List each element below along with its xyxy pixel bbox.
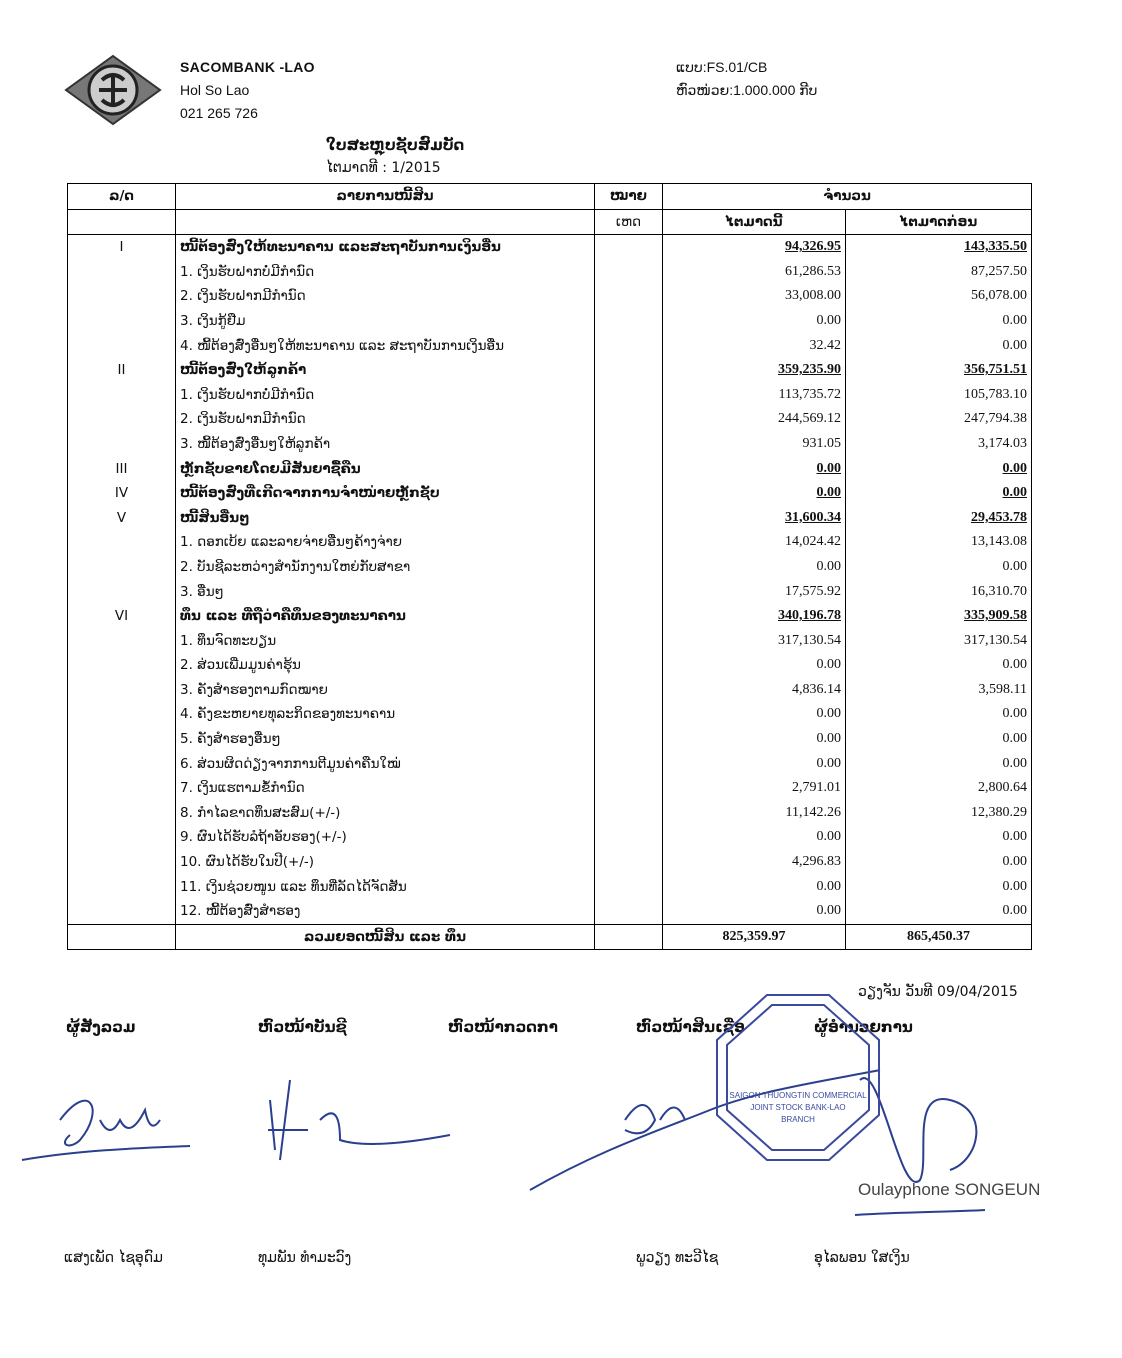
- row-code: IV: [68, 481, 176, 506]
- row-label: 2. ເງິນຮັບຝາກມີກຳນົດ: [176, 284, 595, 309]
- row-previous: 0.00: [846, 899, 1032, 924]
- row-note: [595, 358, 663, 383]
- row-code: III: [68, 457, 176, 482]
- row-note: [595, 506, 663, 531]
- table-row: [68, 457, 1032, 482]
- row-current: 0.00: [663, 752, 846, 777]
- row-previous: 0.00: [846, 850, 1032, 875]
- row-label: ໜີ້ຕ້ອງສົ່ງໃຫ້ລູກຄ້າ: [176, 358, 595, 383]
- row-note: [595, 432, 663, 457]
- row-current: 340,196.78: [663, 604, 846, 629]
- row-previous: 13,143.08: [846, 530, 1032, 555]
- row-code: [68, 875, 176, 900]
- header-current: ໄຕມາດນີ້: [663, 209, 846, 235]
- table-row: [68, 334, 1032, 359]
- row-previous: 0.00: [846, 457, 1032, 482]
- row-note: [595, 850, 663, 875]
- row-note: [595, 899, 663, 924]
- row-note: [595, 334, 663, 359]
- row-note: [595, 653, 663, 678]
- row-previous: 0.00: [846, 727, 1032, 752]
- director-signed-name: Oulayphone SONGEUN: [858, 1180, 1041, 1199]
- row-previous: 3,174.03: [846, 432, 1032, 457]
- row-code: [68, 555, 176, 580]
- table-row: [68, 284, 1032, 309]
- header-item: ລາຍການໜີ້ສິນ: [176, 184, 595, 210]
- row-previous: 0.00: [846, 875, 1032, 900]
- row-current: 0.00: [663, 481, 846, 506]
- table-row: [68, 875, 1032, 900]
- row-current: 61,286.53: [663, 260, 846, 285]
- row-previous: 0.00: [846, 334, 1032, 359]
- table-row: [68, 383, 1032, 408]
- row-code: [68, 284, 176, 309]
- row-previous: 12,380.29: [846, 801, 1032, 826]
- row-label: 10. ຜົນໄດ້ຮັບໃນປີ(+/-): [176, 850, 595, 875]
- table-row: [68, 358, 1032, 383]
- row-label: 1. ເງິນຮັບຝາກບໍ່ມີກຳນົດ: [176, 383, 595, 408]
- row-code: [68, 850, 176, 875]
- row-current: 14,024.42: [663, 530, 846, 555]
- row-note: [595, 678, 663, 703]
- row-label: 12. ໜີ້ຕ້ອງສົ່ງສຳຮອງ: [176, 899, 595, 924]
- table-row: [68, 702, 1032, 727]
- row-current: 317,130.54: [663, 629, 846, 654]
- branch-name: Hol So Lao: [180, 82, 250, 98]
- header-no: ລ/ດ: [68, 184, 176, 210]
- row-note: [595, 776, 663, 801]
- row-label: 3. ຄັງສຳຮອງຕາມກົດໝາຍ: [176, 678, 595, 703]
- row-previous: 29,453.78: [846, 506, 1032, 531]
- row-current: 0.00: [663, 727, 846, 752]
- row-label: 4. ຄັງຂະຫຍາຍທຸລະກິດຂອງທະນາຄານ: [176, 702, 595, 727]
- row-code: VI: [68, 604, 176, 629]
- row-current: 0.00: [663, 899, 846, 924]
- row-note: [595, 629, 663, 654]
- row-label: 2. ບັນຊີລະຫວ່າງສຳນັກງານໃຫຍ່ກັບສາຂາ: [176, 555, 595, 580]
- total-current: 825,359.97: [663, 924, 846, 950]
- row-current: 359,235.90: [663, 358, 846, 383]
- row-code: [68, 432, 176, 457]
- name-director: ອຸໄລພອນ ໃສເງິນ: [814, 1250, 910, 1266]
- row-previous: 0.00: [846, 555, 1032, 580]
- row-code: [68, 407, 176, 432]
- row-previous: 87,257.50: [846, 260, 1032, 285]
- table-row: [68, 407, 1032, 432]
- row-code: [68, 260, 176, 285]
- row-previous: 143,335.50: [846, 235, 1032, 260]
- row-label: ໜີ້ຕ້ອງສົ່ງໃຫ້ທະນາຄານ ແລະສະຖາບັນການເງິນອື່ນ: [176, 235, 595, 260]
- row-code: [68, 653, 176, 678]
- total-previous: 865,450.37: [846, 924, 1032, 950]
- row-note: [595, 752, 663, 777]
- name-compiler: ແສງເພັດ ໄຊອຸດົມ: [64, 1250, 163, 1266]
- role-head-audit: ຫົວໜ້າກວດກາ: [448, 1018, 558, 1036]
- row-current: 244,569.12: [663, 407, 846, 432]
- row-label: 4. ໜີ້ຕ້ອງສົ່ງອື່ນໆໃຫ້ທະນາຄານ ແລະ ສະຖາບັນການເງິນອື່ນ: [176, 334, 595, 359]
- table-row: [68, 801, 1032, 826]
- row-label: 11. ເງິນຊ່ວຍໜູນ ແລະ ທຶນທີ່ລັດໄດ້ຈັດສັນ: [176, 875, 595, 900]
- row-current: 4,296.83: [663, 850, 846, 875]
- row-current: 31,600.34: [663, 506, 846, 531]
- row-current: 4,836.14: [663, 678, 846, 703]
- row-code: [68, 752, 176, 777]
- row-code: II: [68, 358, 176, 383]
- row-current: 2,791.01: [663, 776, 846, 801]
- balance-sheet-table: [67, 183, 1032, 950]
- bank-logo: [64, 54, 162, 126]
- signatures: [0, 1040, 1122, 1240]
- role-director: ຜູ້ອຳນວຍການ: [814, 1018, 913, 1036]
- row-note: [595, 702, 663, 727]
- row-note: [595, 309, 663, 334]
- row-code: [68, 727, 176, 752]
- total-row: [68, 924, 1032, 950]
- row-current: 0.00: [663, 457, 846, 482]
- row-code: [68, 383, 176, 408]
- row-previous: 317,130.54: [846, 629, 1032, 654]
- total-label: ລວມຍອດໜີ້ສິນ ແລະ ທຶນ: [176, 924, 595, 950]
- row-current: 33,008.00: [663, 284, 846, 309]
- row-note: [595, 284, 663, 309]
- row-previous: 0.00: [846, 752, 1032, 777]
- row-note: [595, 604, 663, 629]
- row-note: [595, 555, 663, 580]
- row-current: 0.00: [663, 875, 846, 900]
- document-title: ໃບສະຫຼຸບຊັບສົມບັດ: [326, 136, 465, 154]
- row-code: [68, 678, 176, 703]
- row-code: [68, 776, 176, 801]
- row-label: ຫຼັກຊັບຂາຍໂດຍມີສັນຍາຊື້ຄືນ: [176, 457, 595, 482]
- row-label: 8. ກຳໄລຂາດທຶນສະສົມ(+/-): [176, 801, 595, 826]
- row-note: [595, 260, 663, 285]
- row-current: 113,735.72: [663, 383, 846, 408]
- row-current: 0.00: [663, 825, 846, 850]
- row-previous: 0.00: [846, 309, 1032, 334]
- row-note: [595, 801, 663, 826]
- row-previous: 0.00: [846, 825, 1032, 850]
- row-note: [595, 875, 663, 900]
- table-row: [68, 653, 1032, 678]
- header-note-bottom: ເຫດ: [595, 209, 663, 235]
- row-previous: 105,783.10: [846, 383, 1032, 408]
- table-row: [68, 260, 1032, 285]
- row-label: 1. ເງິນຮັບຝາກບໍ່ມີກຳນົດ: [176, 260, 595, 285]
- table-row: [68, 555, 1032, 580]
- row-code: I: [68, 235, 176, 260]
- role-compiler: ຜູ້ສັງລວມ: [66, 1018, 136, 1036]
- header-note-top: ໝາຍ: [595, 184, 663, 210]
- row-previous: 335,909.58: [846, 604, 1032, 629]
- row-note: [595, 457, 663, 482]
- row-previous: 356,751.51: [846, 358, 1032, 383]
- table-subheader-row: [68, 209, 1032, 235]
- row-label: ໜີ້ຕ້ອງສົ່ງທີ່ເກີດຈາກການຈຳໜ່າຍຫຼັກຊັບ: [176, 481, 595, 506]
- row-previous: 247,794.38: [846, 407, 1032, 432]
- header-previous: ໄຕມາດກ່ອນ: [846, 209, 1032, 235]
- signing-date: ວຽງຈັນ ວັນທີ 09/04/2015: [858, 984, 1018, 1000]
- row-code: [68, 825, 176, 850]
- row-note: [595, 407, 663, 432]
- table-row: [68, 850, 1032, 875]
- table-row: [68, 530, 1032, 555]
- row-label: 1. ທຶນຈົດທະບຽນ: [176, 629, 595, 654]
- row-label: 3. ອື່ນໆ: [176, 580, 595, 605]
- row-note: [595, 481, 663, 506]
- row-note: [595, 580, 663, 605]
- row-current: 11,142.26: [663, 801, 846, 826]
- row-previous: 2,800.64: [846, 776, 1032, 801]
- row-code: [68, 629, 176, 654]
- row-note: [595, 825, 663, 850]
- row-current: 94,326.95: [663, 235, 846, 260]
- row-code: [68, 334, 176, 359]
- form-code: ແບບ:FS.01/CB: [676, 59, 768, 75]
- row-code: [68, 530, 176, 555]
- row-label: 1. ດອກເບ້ຍ ແລະລາຍຈ່າຍອື່ນໆຄ້າງຈ່າຍ: [176, 530, 595, 555]
- table-row: [68, 235, 1032, 260]
- row-note: [595, 235, 663, 260]
- table-row: [68, 825, 1032, 850]
- row-previous: 0.00: [846, 481, 1032, 506]
- bank-info: [180, 56, 315, 125]
- row-label: 3. ເງິນກູ້ຢືມ: [176, 309, 595, 334]
- phone-number: 021 265 726: [180, 105, 258, 121]
- row-label: 2. ເງິນຮັບຝາກມີກຳນົດ: [176, 407, 595, 432]
- row-label: 5. ຄັງສຳຮອງອື່ນໆ: [176, 727, 595, 752]
- table-row: [68, 752, 1032, 777]
- table-row: [68, 678, 1032, 703]
- table-row: [68, 604, 1032, 629]
- row-current: 0.00: [663, 653, 846, 678]
- row-previous: 56,078.00: [846, 284, 1032, 309]
- role-chief-accountant: ຫົວໜ້າບັນຊີ: [258, 1018, 347, 1036]
- row-previous: 0.00: [846, 653, 1032, 678]
- row-label: ທຶນ ແລະ ທີ່ຖືວ່າຄືທຶນຂອງທະນາຄານ: [176, 604, 595, 629]
- table-row: [68, 481, 1032, 506]
- official-stamp: [712, 990, 884, 1165]
- table-row: [68, 580, 1032, 605]
- row-label: 7. ເງິນແຮຕາມຂໍ້ກຳນົດ: [176, 776, 595, 801]
- row-current: 0.00: [663, 309, 846, 334]
- table-row: [68, 727, 1032, 752]
- table-row: [68, 899, 1032, 924]
- row-previous: 16,310.70: [846, 580, 1032, 605]
- row-label: 3. ໜີ້ຕ້ອງສົ່ງອື່ນໆໃຫ້ລູກຄ້າ: [176, 432, 595, 457]
- row-note: [595, 530, 663, 555]
- stamp-line-2: JOINT STOCK BANK-LAO: [750, 1103, 846, 1112]
- table-row: [68, 432, 1032, 457]
- table-header-row: [68, 184, 1032, 210]
- row-label: 9. ຜົນໄດ້ຮັບລໍຖ້າອັບຮອງ(+/-): [176, 825, 595, 850]
- row-code: [68, 309, 176, 334]
- row-code: [68, 580, 176, 605]
- table-row: [68, 506, 1032, 531]
- stamp-line-1: SAIGON THUONGTIN COMMERCIAL: [729, 1091, 867, 1100]
- form-info: [676, 56, 817, 102]
- period-label: ໄຕມາດທີ : 1/2015: [326, 160, 441, 176]
- row-code: V: [68, 506, 176, 531]
- row-current: 17,575.92: [663, 580, 846, 605]
- row-code: [68, 702, 176, 727]
- row-current: 32.42: [663, 334, 846, 359]
- row-note: [595, 383, 663, 408]
- row-current: 0.00: [663, 702, 846, 727]
- row-label: ໜີ້ສິນອື່ນໆ: [176, 506, 595, 531]
- table-row: [68, 309, 1032, 334]
- table-row: [68, 776, 1032, 801]
- row-current: 931.05: [663, 432, 846, 457]
- name-chief-accountant: ທຸມພັນ ທຳມະວົງ: [258, 1250, 352, 1266]
- table-row: [68, 629, 1032, 654]
- row-label: 2. ສ່ວນເພີ່ມມູນຄ່າຮຸ້ນ: [176, 653, 595, 678]
- row-label: 6. ສ່ວນຜິດດ່ຽງຈາກການຕີມູນຄ່າຄືນໃໝ່: [176, 752, 595, 777]
- row-previous: 0.00: [846, 702, 1032, 727]
- name-head-credit: ພູວຽງ ທະວີໄຊ: [636, 1250, 719, 1266]
- row-note: [595, 727, 663, 752]
- row-code: [68, 801, 176, 826]
- row-current: 0.00: [663, 555, 846, 580]
- header-amount: ຈຳນວນ: [663, 184, 1032, 210]
- row-previous: 3,598.11: [846, 678, 1032, 703]
- stamp-line-3: BRANCH: [781, 1115, 815, 1124]
- role-head-credit: ຫົວໜ້າສິນເຊື່ອ: [636, 1018, 745, 1036]
- unit-label: ຫົວໜ່ວຍ:1.000.000 ກີບ: [676, 82, 818, 98]
- row-code: [68, 899, 176, 924]
- bank-name: SACOMBANK -LAO: [180, 59, 315, 75]
